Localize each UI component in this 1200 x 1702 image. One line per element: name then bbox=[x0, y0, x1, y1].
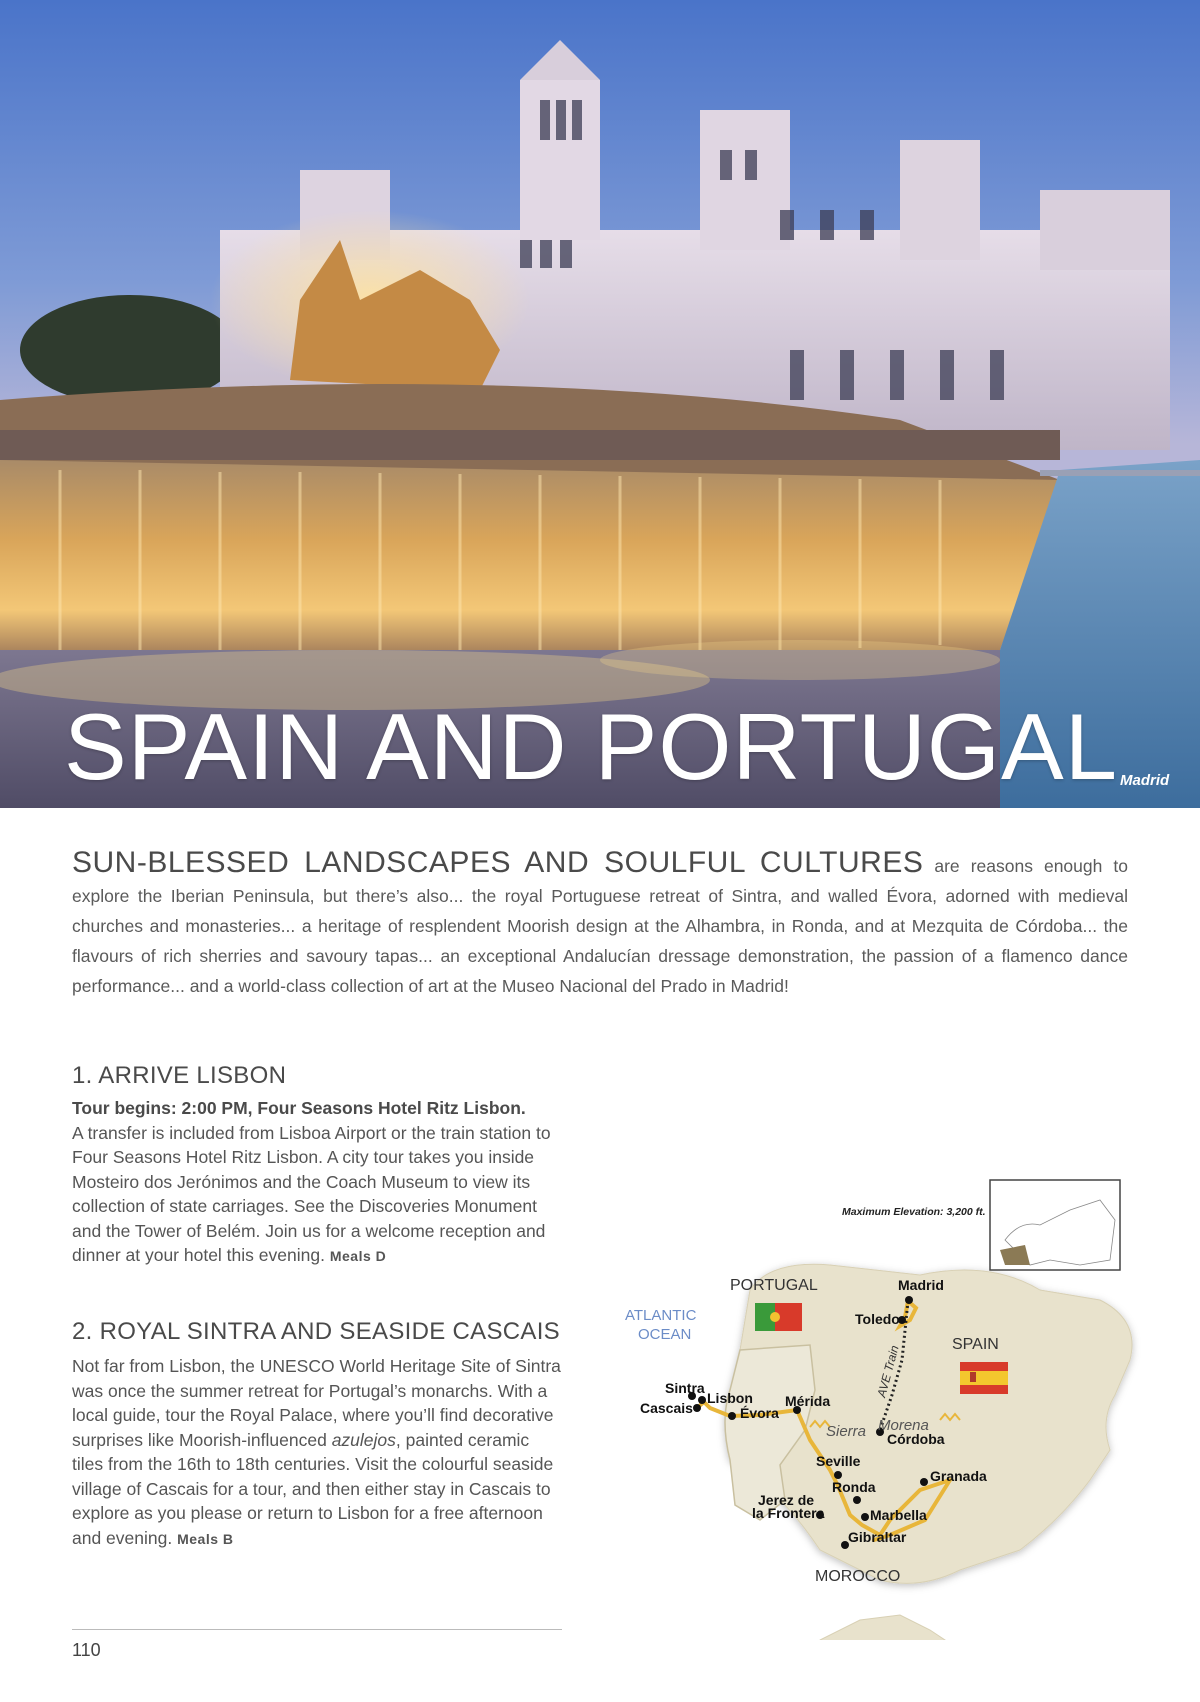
city-cascais: Cascais bbox=[640, 1400, 693, 1416]
intro-paragraph bbox=[72, 848, 1128, 1001]
tour-begins: Tour begins: 2:00 PM, Four Seasons Hotel Ritz Lisbon. bbox=[72, 1098, 526, 1118]
day-2-heading: 2. ROYAL SINTRA AND SEASIDE CASCAIS bbox=[72, 1318, 560, 1345]
city-sintra: Sintra bbox=[665, 1380, 705, 1396]
city-cordoba: Córdoba bbox=[887, 1431, 945, 1447]
day-2-meals: Meals B bbox=[177, 1530, 234, 1547]
sierra-label: Sierra bbox=[826, 1423, 867, 1440]
city-toledo: Toledo bbox=[855, 1311, 900, 1327]
city-merida: Mérida bbox=[785, 1393, 831, 1409]
country-spain: SPAIN bbox=[952, 1336, 999, 1353]
city-evora: Évora bbox=[740, 1405, 779, 1421]
city-seville: Seville bbox=[816, 1453, 861, 1469]
day-1-heading: 1. ARRIVE LISBON bbox=[72, 1062, 287, 1089]
day-1-text: A transfer is included from Lisboa Airport or the train station to Four Seasons Hotel Ritz Lisbon. A city tour takes you inside Mosteiro dos Jerónimos and the Coach Museum to view its collection of state carriages. See the Discoveries Monument and the Tower of Belém. Join us for a welcome reception and dinner at your hotel this evening. bbox=[72, 1122, 551, 1265]
ocean-label-2: OCEAN bbox=[638, 1326, 692, 1343]
day-2-body bbox=[72, 1354, 562, 1551]
city-ronda: Ronda bbox=[832, 1479, 876, 1495]
page-number: 110 bbox=[72, 1640, 101, 1660]
footer-divider bbox=[72, 1629, 562, 1630]
day-2-text-b: , painted ceramic tiles from the 16th to 18th centuries. Visit the colourful seaside village of Cascais for a tour, and then either stay in Cascais to explore as you please or return to Lisbon for a free afternoon and evening. bbox=[72, 1429, 554, 1548]
day-1-meals: Meals D bbox=[329, 1248, 387, 1264]
city-jerez-1: Jerez de bbox=[758, 1492, 815, 1508]
intro-lead: SUN-BLESSED LANDSCAPES AND SOULFUL CULTURES bbox=[72, 846, 924, 879]
country-portugal: PORTUGAL bbox=[730, 1277, 818, 1294]
city-gibraltar: Gibraltar bbox=[848, 1529, 907, 1545]
day-2-text-italic: azulejos bbox=[331, 1429, 396, 1450]
europe-inset-map bbox=[990, 1180, 1120, 1270]
madrid-cibeles-photo bbox=[0, 0, 1200, 808]
spain-flag bbox=[960, 1362, 1008, 1394]
city-granada: Granada bbox=[930, 1468, 987, 1484]
morena-label: Morena bbox=[878, 1417, 929, 1434]
day-2-text-a: Not far from Lisbon, the UNESCO World Heritage Site of Sintra was once the summer retreat for Portugal’s monarchs. With a local guide, tour the Royal Palace, where you’ll find decorative surprises like Moorish-influenced bbox=[72, 1356, 561, 1450]
city-lisbon: Lisbon bbox=[707, 1390, 753, 1406]
photo-caption: Madrid bbox=[1120, 772, 1170, 789]
portugal-flag bbox=[755, 1303, 802, 1331]
morocco-landmass bbox=[790, 1615, 980, 1640]
page-title: SPAIN AND PORTUGAL bbox=[64, 694, 1119, 799]
country-morocco: MOROCCO bbox=[815, 1568, 901, 1585]
hero-image bbox=[0, 0, 1200, 808]
city-marbella: Marbella bbox=[870, 1507, 927, 1523]
tour-route-map bbox=[620, 1140, 1180, 1640]
city-jerez-2: la Frontera bbox=[752, 1505, 825, 1521]
ave-train-label: AVE Train bbox=[874, 1343, 902, 1399]
iberia-map bbox=[620, 1140, 1180, 1640]
intro-text: are reasons enough to explore the Iberian Peninsula, but there’s also... the royal Portuguese retreat of Sintra, and walled Évora, adorned with medieval churches and monasteries... a heritage of resplendent Moorish design at the Alhambra, in Ronda, and at Mezquita de Córdoba... the flavours of rich sherries and savoury tapas... an exceptional Andalucían dressage demonstration, the passion of a flamenco dance performance... and a world-class collection of art at the Museo Nacional del Prado in Madrid! bbox=[72, 856, 1128, 996]
city-madrid: Madrid bbox=[898, 1277, 944, 1293]
day-1-body bbox=[72, 1096, 562, 1269]
ocean-label-1: ATLANTIC bbox=[625, 1307, 697, 1324]
map-elevation: Maximum Elevation: 3,200 ft. bbox=[842, 1206, 986, 1218]
